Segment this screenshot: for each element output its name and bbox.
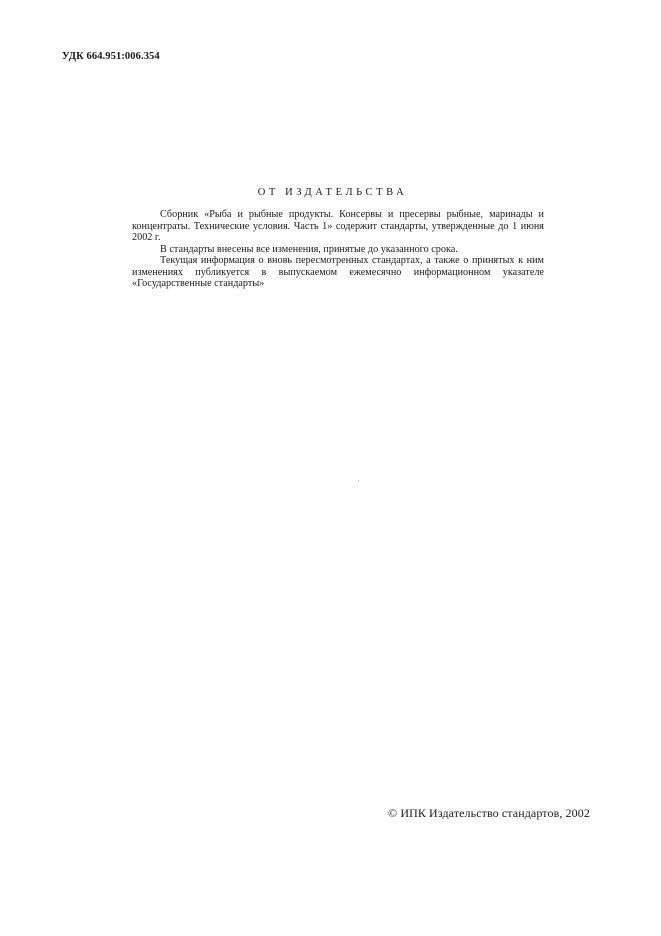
page-heading: ОТ ИЗДАТЕЛЬСТВА — [257, 187, 408, 198]
publisher-note — [132, 209, 544, 290]
page-speck — [358, 480, 359, 481]
paragraph-collection-description: Сборник «Рыба и рыбные продукты. Консервы и пресервы рыбные, маринады и концентраты. Технические условия. Часть 1» содержит стандарты, утвержденные до 1 июня 2002 г. — [132, 209, 544, 243]
udk-code: УДК 664.951:006.354 — [62, 51, 160, 62]
paragraph-changes-note: В стандарты внесены все изменения, принятые до указанного срока. — [160, 243, 458, 255]
copyright-notice: © ИПК Издательство стандартов, 2002 — [388, 806, 590, 820]
paragraph-current-info: Текущая информация о вновь пересмотренных стандартах, а также о принятых к ним изменениях публикуется в выпускаемом ежемесячно информационном указателе «Государственные стандарты» — [132, 255, 544, 289]
